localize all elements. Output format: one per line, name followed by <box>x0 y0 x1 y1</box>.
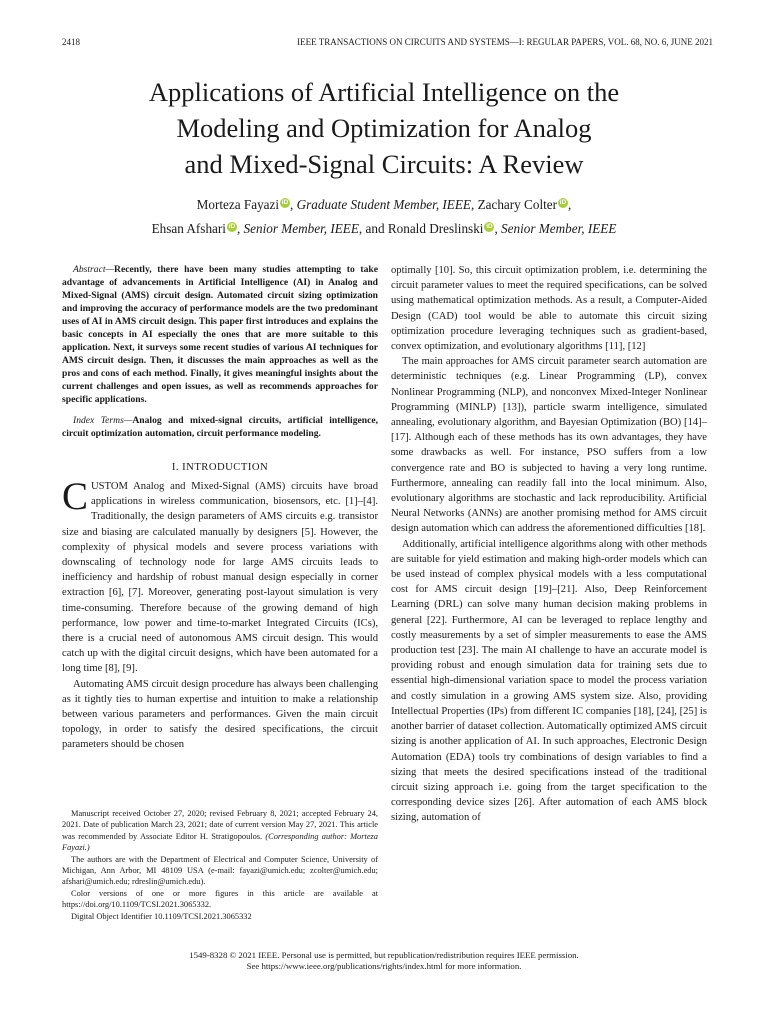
footnote-affiliation: The authors are with the Department of Electrical and Computer Science, University of Michigan, Ann Arbor, MI 48109 USA (e-mail: fayazi@umich.edu; zcolter@umich.edu; afshari@umich.edu; rdreslin@umich.edu). <box>62 854 378 887</box>
author-name: Zachary Colter <box>477 197 558 212</box>
index-terms-label: Index Terms— <box>73 415 133 426</box>
abstract <box>62 263 378 406</box>
copyright-notice <box>60 950 708 972</box>
intro-paragraph-2: Automating AMS circuit design procedure has always been challenging as it tightly ties to human expertise and intuition to make a relationship between various parameters and performances. Given the main circuit topology, in order to satisfy the desired specifications, the circuit parameters should be chosen <box>62 678 378 751</box>
author-role: Senior Member, IEEE <box>501 221 617 236</box>
footnote-manuscript <box>62 808 378 854</box>
separator: , <box>470 197 478 212</box>
paragraph-text: USTOM Analog and Mixed-Signal (AMS) circuits have broad applications in wireless communication, biosensors, etc. [1]–[4]. Traditionally, the design parameters of AMS circuits e.g. transistor size and biasing are calculated manually by designers [5]. However, the complexity of physical models and severe process variations with downscaling of technology node for large AMS circuits leads to inefficiency and hardship of robust manual design especially in corner extraction [6], [7]. Moreover, generating post-layout simulation is very time-consuming. Therefore because of the growing demand of high performance, low power and time-to-market Integrated Circuits (ICs), there is a crucial need of autonomous AMS circuit design. This would catch up with the digital circuit designs, which have been automated for a long time [8], [9]. <box>62 481 378 675</box>
paper-title <box>60 74 708 182</box>
orcid-icon[interactable]: iD <box>228 223 236 230</box>
footnote-text: Manuscript received October 27, 2020; revised February 8, 2021; accepted February 24, 2021. Date of publication March 23, 2021; date of current version May 27, 2021. This article was recommended by Associate Editor H. Stratigopoulos. <box>62 809 378 841</box>
orcid-icon[interactable]: iD <box>281 199 289 206</box>
title-line: Applications of Artificial Intelligence on the <box>148 77 620 107</box>
footnote <box>62 808 378 922</box>
orcid-icon[interactable]: iD <box>559 199 567 206</box>
abstract-text: Recently, there have been many studies attempting to take advantage of advancements in Artificial Intelligence (AI) in Analog and Mixed-Signal (AMS) circuit design. Automated circuit sizing optimization and improving the accuracy of performance models are the two predominant uses of AI in AMS circuit design. This paper first introduces and explains the basic concepts in AI especially the ones that are more suitable to this application. Next, it surveys some recent studies of various AI techniques for AMS circuit design. Then, it discusses the main approaches as well as the pros and cons of each method. Finally, it gives meaningful insights about the current challenges and open issues, as well as recommends approaches for specific applications. <box>62 264 378 405</box>
title-line: Modeling and Optimization for Analog <box>176 113 592 143</box>
author-line-1 <box>60 193 708 217</box>
author-name: Ehsan Afshari <box>151 221 226 236</box>
author-line-2 <box>60 217 708 241</box>
copyright-line: See https://www.ieee.org/publications/rights/index.html for more information. <box>246 961 522 971</box>
author-role: Graduate Student Member, IEEE <box>296 197 471 212</box>
separator: , <box>494 221 502 236</box>
footnote-doi: Digital Object Identifier 10.1109/TCSI.2021.3065332 <box>71 911 252 921</box>
footnote-color: Color versions of one or more figures in this article are available at https://doi.org/10.1109/TCSI.2021.3065332. <box>62 888 378 910</box>
author-name: Morteza Fayazi <box>196 197 280 212</box>
author-list <box>60 193 708 241</box>
intro-paragraph-1 <box>62 475 378 677</box>
separator: , <box>236 221 244 236</box>
separator: , <box>290 197 297 212</box>
orcid-icon[interactable]: iD <box>486 223 493 230</box>
page-number: 2418 <box>62 37 80 47</box>
running-header <box>62 37 713 47</box>
section-heading: I. INTRODUCTION <box>171 462 269 473</box>
author-name: Ronald Dreslinski <box>387 221 484 236</box>
drop-cap: C <box>62 475 89 518</box>
right-column <box>391 263 707 826</box>
right-paragraph-2: The main approaches for AMS circuit parameter search automation are deterministic techniques (e.g. Linear Programming (LP), convex Nonlinear Programming (NLP), and nonconvex Mixed-Integer Nonlinear Programming (MINLP) [13]), particle swarm intelligence, simulated annealing, evolutionary algorithm, and Bayesian Optimization (BO) [14]–[17]. Although each of these methods has its own advantages, they have some drawbacks as well. For instance, PSO suffers from a low convergence rate and BO is subjected to having a very long runtime. Furthermore, annealing can readily fall into the local minimum. Also, evolutionary algorithms are stochastic and lack reproducibility. Artificial Neural Networks (ANNs) are another promising method for AMS circuit design automation which can address the aforementioned difficulties [18]. <box>391 356 707 535</box>
index-terms <box>62 414 378 440</box>
abstract-label: Abstract— <box>73 264 115 275</box>
separator: , <box>568 197 572 212</box>
journal-name: IEEE TRANSACTIONS ON CIRCUITS AND SYSTEMS—I: REGULAR PAPERS, VOL. 68, NO. 6, JUNE 2021 <box>297 37 713 47</box>
separator: , and <box>358 221 388 236</box>
title-line: and Mixed-Signal Circuits: A Review <box>184 149 584 179</box>
author-role: Senior Member, IEEE <box>243 221 359 236</box>
right-paragraph-1: optimally [10]. So, this circuit optimization problem, i.e. determining the circuit parameter values to meet the required specifications, can be solved using mathematical optimization methods. As a result, a Computer-Aided Design (CAD) tool would be able to automate this circuit sizing optimization procedure leveraging techniques such as gradient-based, convex optimization, and evolutionary algorithms [11], [12] <box>391 265 707 353</box>
index-terms-text: Analog and mixed-signal circuits, artificial intelligence, circuit optimization automation, circuit performance modeling. <box>62 415 379 439</box>
right-paragraph-3: Additionally, artificial intelligence algorithms along with other methods are suitable for yield estimation and making high-order models which can be used instead of complex physical models with a less computational cost for AMS circuit design [19]–[21]. Also, Deep Reinforcement Learning (DRL) can solve many human decision making problems in general [22]. Furthermore, AI can be leveraged to replace lengthy and costly measurements by a set of simpler measurements to ease the AMS production test [23]. The main AI challenge to have an accurate model is providing robust and enough simulation data for training sets due to essential high-dimensional variation space to model the process variation and costly simulation in a growing AMS system size. Also, providing Intellectual Properties (IPs) from different IC companies [18], [24], [25] is another barrier of dataset collection. Automatically optimized AMS circuit sizing is another application of AI. In such approaches, Electronic Design Automation (EDA) tools try combinations of design variables to find a sizing that meets the desired specifications instead of the traditional circuit sizing approach i.e. going from the target specification to the corresponding device sizes [26]. After automation of each AMS block sizing, automation of <box>391 538 707 824</box>
corresponding-author: (Corresponding author: Morteza Fayazi.) <box>62 831 378 853</box>
copyright-line: 1549-8328 © 2021 IEEE. Personal use is permitted, but republication/redistribution requires IEEE permission. <box>189 950 579 960</box>
left-column <box>62 263 378 753</box>
